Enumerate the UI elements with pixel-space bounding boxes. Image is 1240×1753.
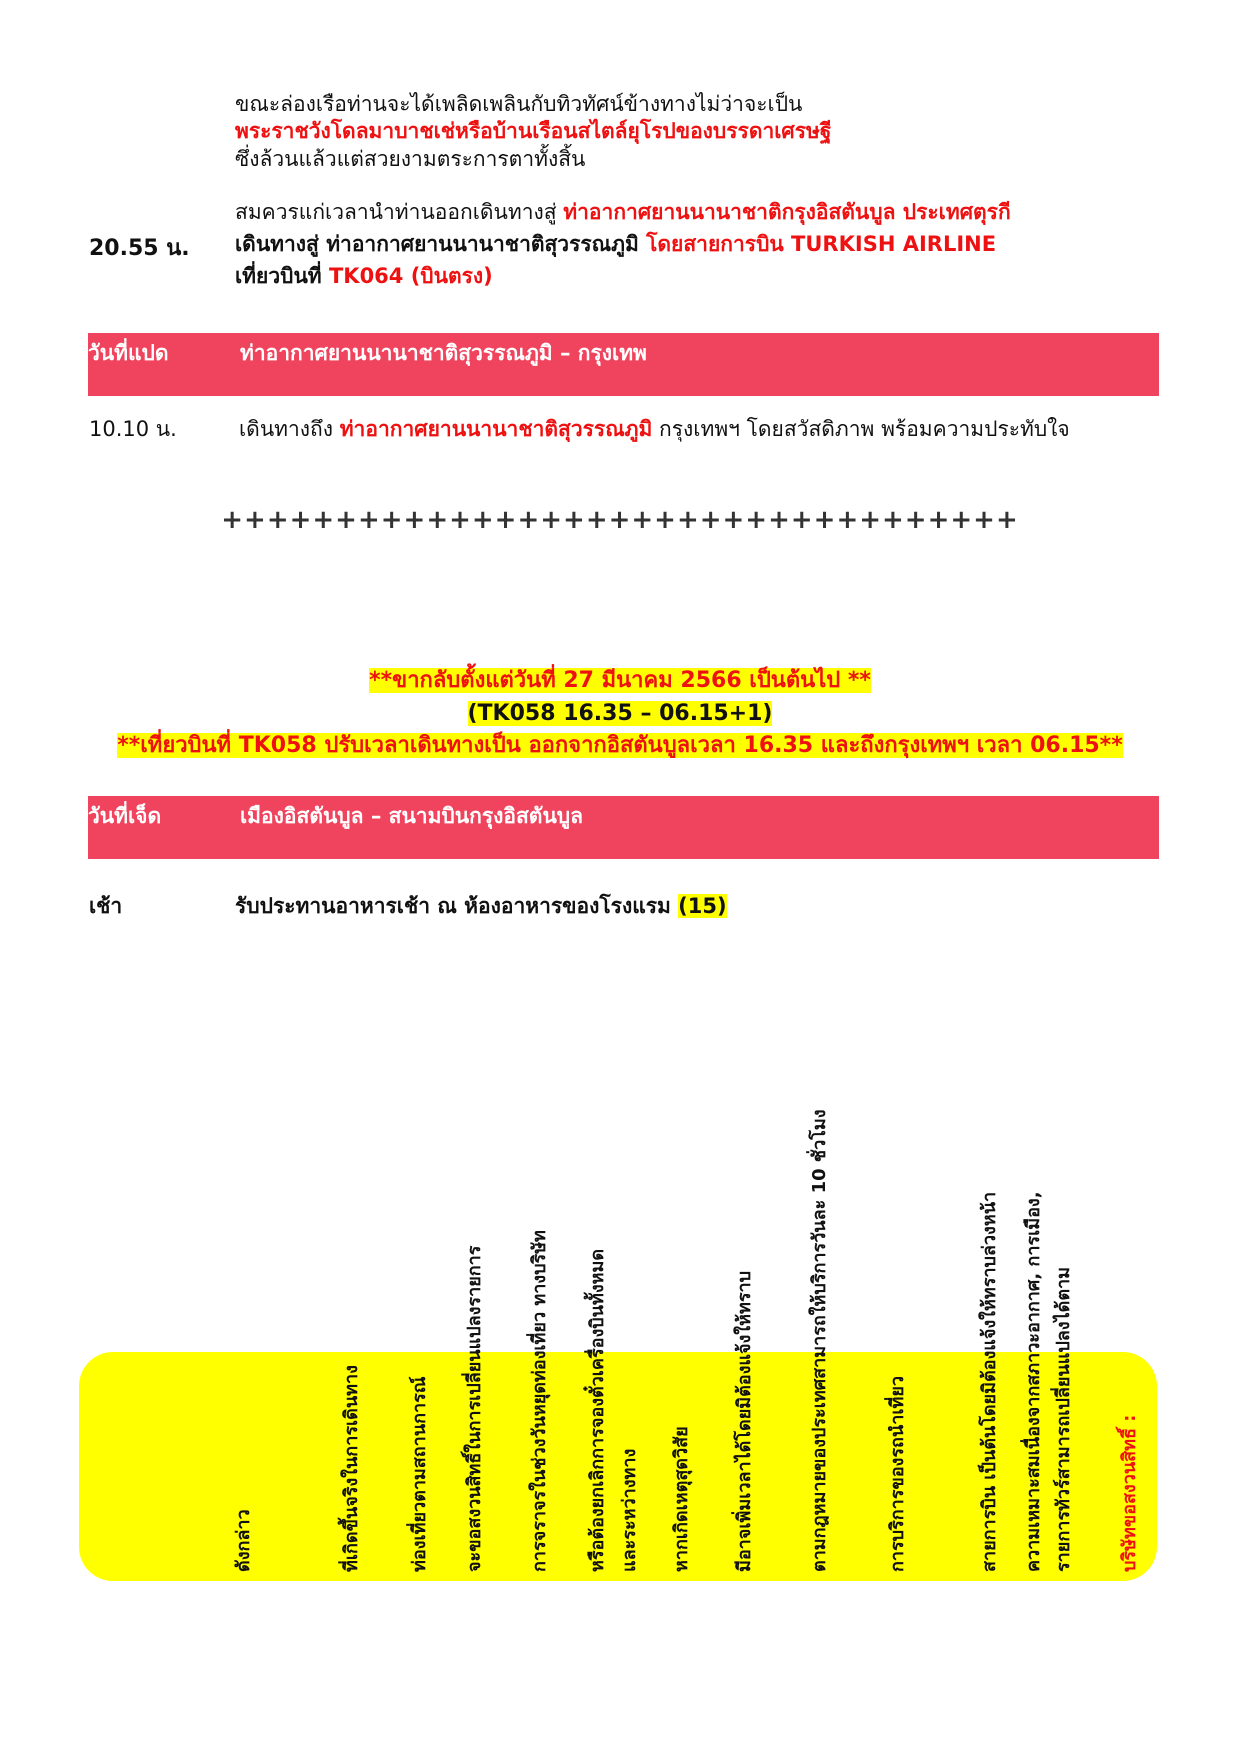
day8-arrival-prefix: เดินทางถึง [239,417,340,441]
day8-label: วันที่แปด [88,341,169,365]
departure-airline: โดยสายการบิน TURKISH AIRLINE [646,232,997,256]
day7-meal-text: รับประทานอาหารเช้า ณ ห้องอาหารของโรงแรม [235,894,679,918]
terms-column: มีอาจเพิ่มเวลาได้โดยมิต้องแจ้งให้ทราบ [734,1270,755,1572]
flight-number: TK064 (บินตรง) [328,264,493,288]
terms-column: ที่เกิดขึ้นจริงในการเดินทาง [341,1365,362,1572]
terms-column: การจราจรในช่วงวันหยุดท่องเที่ยว ทางบริษัท [529,1230,550,1572]
departure-destination: เดินทางสู่ ท่าอากาศยานนานาชาติสุวรรณภูมิ [235,232,647,256]
day7-header-band [88,796,1159,859]
day7-meal-line [235,892,727,920]
terms-column: หรือต้องยกเลิกการจองตั๋วเครื่องบินทั้งหมด [587,1248,608,1572]
terms-column: ความเหมาะสมเนื่องจากสภาวะอากาศ, การเมือง, [1023,1191,1044,1572]
day8-arrival-suffix: กรุงเทพฯ โดยสวัสดิภาพ พร้อมความประทับใจ [652,417,1070,441]
paragraph-line-3: ซึ่งล้วนแล้วแต่สวยงามตระการตาทั้งสิ้น [235,147,586,171]
departure-airport: ท่าอากาศยานนานาชาติกรุงอิสตันบูล ประเทศตุรกี [563,200,1011,224]
departure-time: 20.55 น. [89,236,190,261]
notice-line-1 [0,666,1240,696]
day7-label: วันที่เจ็ด [88,804,162,828]
departure-line-1 [235,198,1011,226]
departure-line-3 [235,262,493,290]
separator-line: +++++++++++++++++++++++++++++++++++ [221,505,1019,535]
terms-column: รายการทัวร์สามารถเปลี่ยนแปลงได้ตาม [1053,1267,1074,1572]
terms-column: หากเกิดเหตุสุดวิสัย [671,1426,692,1572]
day8-header-band [88,333,1159,396]
day8-arrival-text [239,415,1070,443]
departure-line-2 [235,230,996,258]
terms-notice-box [79,1109,1157,1581]
terms-column: จะขอสงวนสิทธิ์ในการเปลี่ยนแปลงรายการ [464,1245,485,1572]
terms-column: และระหว่างทาง [619,1448,640,1572]
notice-line-2 [0,699,1240,729]
terms-column: สายการบิน เป็นต้นโดยมิต้องแจ้งให้ทราบล่วงหน้า [979,1191,1000,1572]
terms-column: บริษัทขอสงวนสิทธิ์ : [1119,1414,1140,1572]
day7-meal-ref: (15) [678,894,727,918]
terms-column: ท่องเที่ยวตามสถานการณ์ [409,1376,430,1572]
notice-line-3-text: **เที่ยวบินที่ TK058 ปรับเวลาเดินทางเป็น ออกจากอิสตันบูลเวลา 16.35 และถึงกรุงเทพฯ เวลา 06.15** [117,733,1123,758]
flight-label: เที่ยวบินที่ [235,264,329,288]
notice-line-3 [0,731,1240,761]
notice-line-1-text: **ขากลับตั้งแต่วันที่ 27 มีนาคม 2566 เป็นต้นไป ** [369,668,871,693]
notice-line-2-text: (TK058 16.35 – 06.15+1) [467,701,773,726]
day8-time: 10.10 น. [89,417,177,441]
terms-column: ตามกฎหมายของประเทศสามารถให้บริการวันละ 10 ชั่วโมง [809,1109,830,1572]
day8-route: ท่าอากาศยานนานาชาติสุวรรณภูมิ – กรุงเทพ [240,341,647,365]
paragraph-line-1: ขณะล่องเรือท่านจะได้เพลิดเพลินกับทิวทัศน์ข้างทางไม่ว่าจะเป็น [235,92,803,116]
day7-meal-label: เช้า [89,894,123,918]
paragraph-line-2: พระราชวังโดลมาบาชเช่หรือบ้านเรือนสไตล์ยุโรปของบรรดาเศรษฐี [235,119,832,143]
departure-line-1-text: สมควรแก่เวลานำท่านออกเดินทางสู่ [235,200,564,224]
day7-route: เมืองอิสตันบูล – สนามบินกรุงอิสตันบูล [240,804,583,828]
terms-column: การบริการของรถนำเที่ยว [887,1376,908,1572]
day8-arrival-airport: ท่าอากาศยานนานาชาติสุวรรณภูมิ [339,417,653,441]
terms-column: ดังกล่าว [233,1509,254,1572]
